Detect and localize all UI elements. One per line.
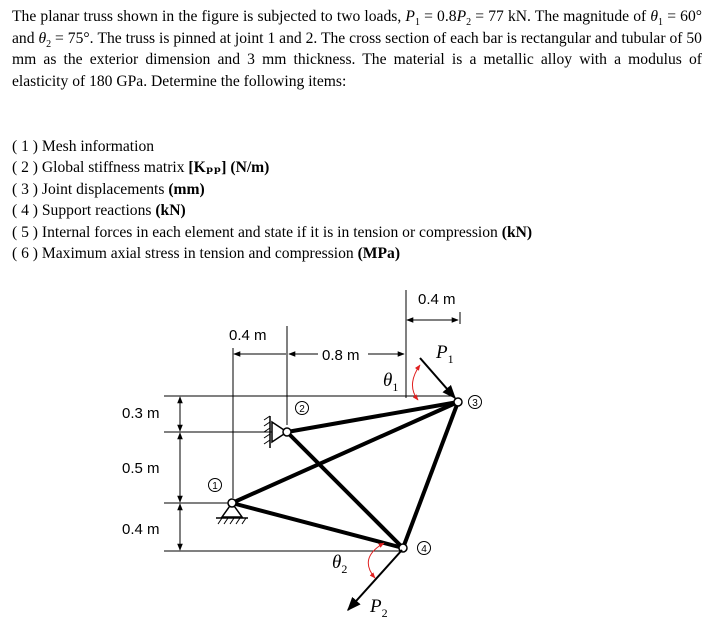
task-item: ( 3 ) Joint displacements (mm) — [12, 180, 205, 198]
task-item: ( 2 ) Global stiffness matrix [Kₚₚ] (N/m) — [12, 159, 270, 177]
task-item: ( 4 ) Support reactions (kN) — [12, 202, 186, 220]
joint-2 — [283, 428, 291, 436]
joint-1 — [228, 499, 236, 507]
node-label-3 — [469, 396, 482, 410]
load-label-p2: $P_2$ — [370, 596, 388, 620]
dim-label-top-left: 0.4 m — [229, 327, 267, 344]
joint-3 — [454, 398, 462, 406]
svg-text:3: 3 — [472, 398, 478, 409]
dim-label-v3: 0.4 m — [122, 521, 160, 538]
truss-member — [287, 432, 403, 548]
problem-statement: The planar truss shown in the figure is subjected to two loads, $P_1 = 0.8P_2 = 77$ kN. The magnitude of $\theta_1 = 60^\circ$ and $\theta_2 = 75^\circ$. The truss is pinned at joint 1 and 2. The cross section of each bar is rectangular and tubular of 50 mm as the exterior dimension and 3 mm thickness. The material is a metallic alloy with a modulus of elasticity of 180 GPa. Determine the following items: — [12, 8, 703, 90]
task-item: ( 6 ) Maximum axial stress in tension and compression (MPa) — [12, 245, 401, 263]
angle-arc-theta1 — [412, 365, 420, 400]
angle-label-theta2: $\theta_2$ — [332, 552, 348, 576]
angle-label-theta1: $\theta_1$ — [383, 370, 399, 394]
node-label-1 — [209, 479, 222, 493]
truss-member — [287, 402, 458, 432]
task-item: ( 5 ) Internal forces in each element and state if it is in tension or compression (kN) — [12, 223, 533, 241]
node-label-4 — [418, 542, 431, 556]
task-item: ( 1 ) Mesh information — [12, 138, 155, 155]
svg-text:1: 1 — [212, 481, 218, 492]
dim-label-v1: 0.3 m — [122, 405, 160, 422]
svg-text:2: 2 — [299, 404, 305, 415]
dim-label-v2: 0.5 m — [122, 460, 160, 477]
dim-label-middle: 0.8 m — [322, 347, 360, 364]
node-label-2 — [296, 402, 309, 416]
svg-text:4: 4 — [421, 544, 427, 555]
dim-label-top-right: 0.4 m — [418, 291, 456, 308]
truss-member — [232, 503, 403, 548]
load-label-p1: $P_1$ — [436, 342, 454, 366]
